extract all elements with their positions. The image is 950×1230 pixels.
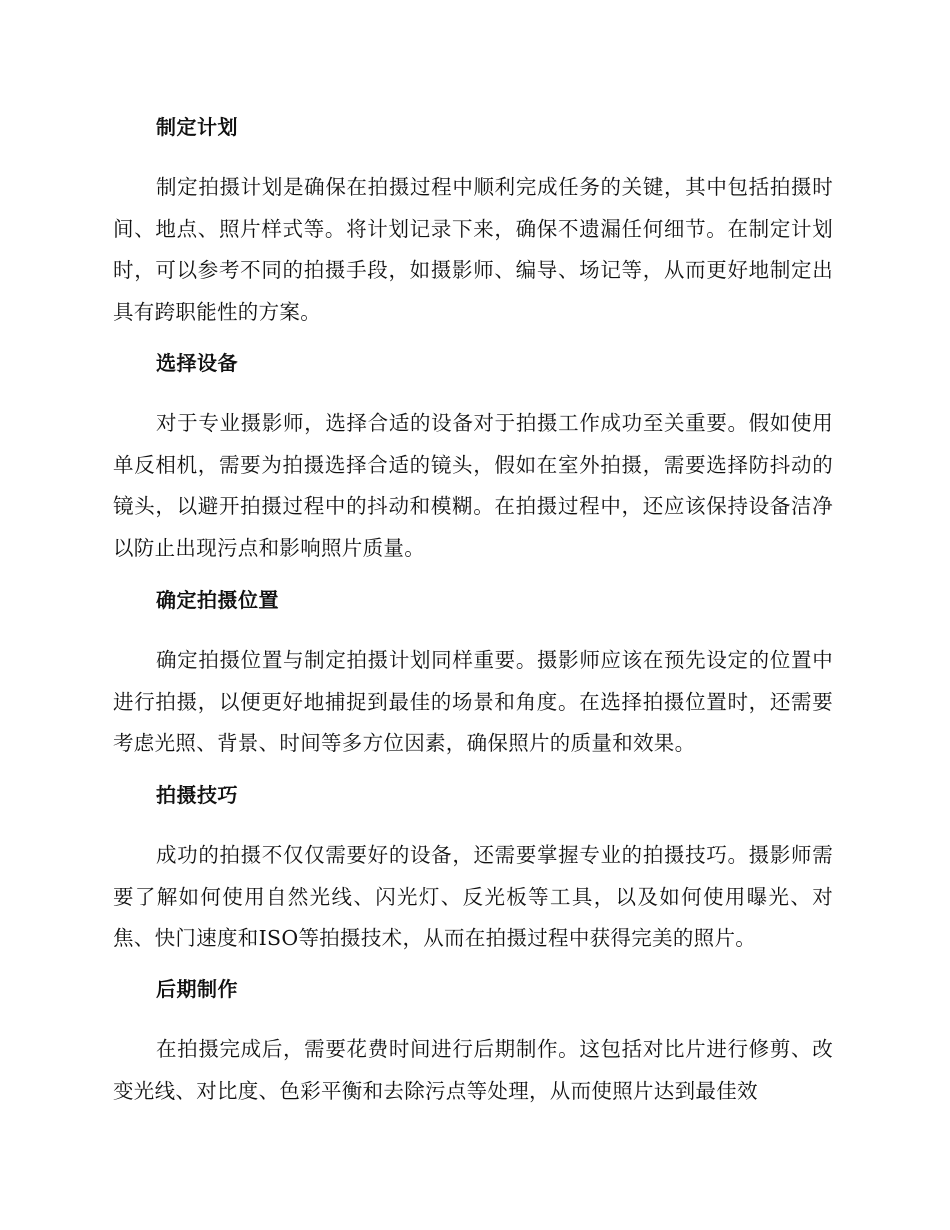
section-techniques [113, 781, 833, 960]
section-heading: 确定拍摄位置 [156, 588, 279, 612]
section-post-production [113, 975, 833, 1112]
section-paragraph: 成功的拍摄不仅仅需要好的设备，还需要掌握专业的拍摄技巧。摄影师需要了解如何使用自然光线、闪光灯、反光板等工具，以及如何使用曝光、对焦、快门速度和ISO等拍摄技术，从而在拍摄过程中获得完美的照片。 [113, 843, 833, 950]
section-plan [113, 113, 833, 333]
section-paragraph: 对于专业摄影师，选择合适的设备对于拍摄工作成功至关重要。假如使用单反相机，需要为拍摄选择合适的镜头，假如在室外拍摄，需要选择防抖动的镜头，以避开拍摄过程中的抖动和模糊。在拍摄过程中，还应该保持设备洁净以防止出现污点和影响照片质量。 [113, 411, 833, 560]
section-heading: 选择设备 [156, 351, 238, 375]
section-heading: 制定计划 [156, 115, 238, 139]
section-paragraph: 制定拍摄计划是确保在拍摄过程中顺利完成任务的关键，其中包括拍摄时间、地点、照片样式等。将计划记录下来，确保不遗漏任何细节。在制定计划时，可以参考不同的拍摄手段，如摄影师、编导、场记等，从而更好地制定出具有跨职能性的方案。 [113, 175, 833, 324]
section-paragraph: 确定拍摄位置与制定拍摄计划同样重要。摄影师应该在预先设定的位置中进行拍摄，以便更好地捕捉到最佳的场景和角度。在选择拍摄位置时，还需要考虑光照、背景、时间等多方位因素，确保照片的质量和效果。 [113, 648, 833, 755]
section-location [113, 586, 833, 765]
section-heading: 后期制作 [156, 977, 238, 1001]
section-heading: 拍摄技巧 [156, 783, 238, 807]
section-paragraph: 在拍摄完成后，需要花费时间进行后期制作。这包括对比片进行修剪、改变光线、对比度、色彩平衡和去除污点等处理，从而使照片达到最佳效 [113, 1037, 833, 1103]
section-equipment [113, 349, 833, 569]
